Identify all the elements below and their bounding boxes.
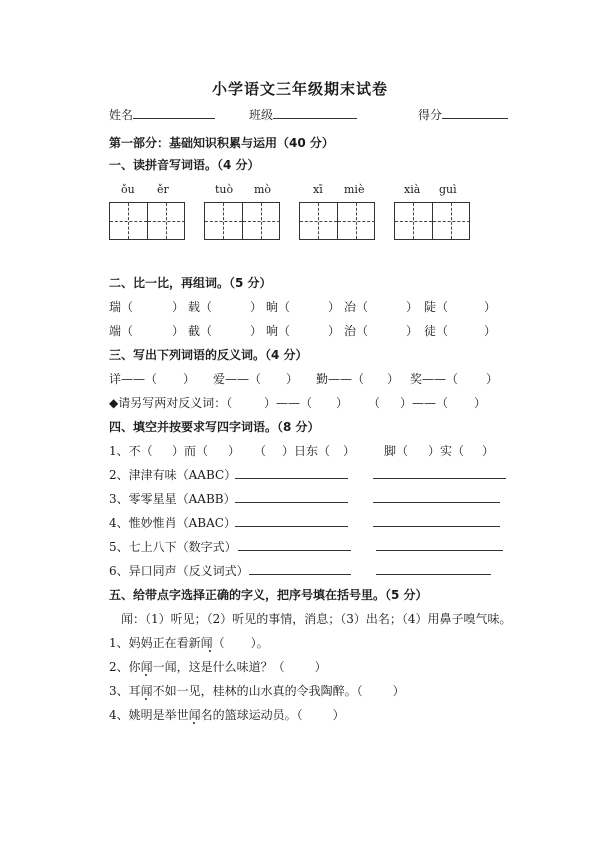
- q1-part: ）: [228, 444, 241, 458]
- compare-item: 响（: [266, 324, 291, 338]
- part1-heading: 第一部分：基础知识积累与运用（40 分）: [109, 136, 334, 150]
- compare-close: ）: [484, 300, 497, 314]
- antonym-close: ）: [486, 372, 499, 386]
- compare-item: 冶（: [344, 300, 369, 314]
- answer-line[interactable]: [235, 478, 348, 479]
- writing-grid-4[interactable]: [394, 202, 470, 240]
- emphasis-dot: [145, 674, 147, 676]
- score-label: 得分: [418, 108, 443, 122]
- idiom-item-label: 2、津津有味（AABC）: [109, 468, 237, 482]
- answer-line[interactable]: [249, 574, 351, 575]
- compare-close: ）: [250, 300, 263, 314]
- answer-line[interactable]: [235, 502, 348, 503]
- class-blank[interactable]: [273, 106, 357, 119]
- pinyin: mò: [254, 183, 272, 196]
- compare-close: ）: [328, 300, 341, 314]
- pinyin: xī: [313, 183, 323, 196]
- pinyin: xià: [404, 183, 421, 196]
- q1-part: ）日东（: [282, 444, 331, 458]
- section3-heading: 三、写出下列词语的反义词。（4 分）: [109, 348, 308, 362]
- compare-close: ）: [172, 324, 185, 338]
- answer-line[interactable]: [376, 574, 491, 575]
- compare-item: 瑞（: [109, 300, 134, 314]
- answer-line[interactable]: [235, 526, 348, 527]
- section4-heading: 四、填空并按要求写四字词语。（8 分）: [109, 420, 320, 434]
- section2-heading: 二、比一比，再组词。（5 分）: [109, 276, 272, 290]
- answer-line[interactable]: [376, 550, 503, 551]
- q1-part: ）: [343, 444, 356, 458]
- answer-line[interactable]: [238, 550, 351, 551]
- question-4: 4、姚明是举世闻名的篮球运动员。（ ）: [109, 708, 345, 722]
- emphasis-dot: [209, 650, 211, 652]
- definition-line: 闻：（1）听见；（2）听见的事情，消息；（3）出名；（4）用鼻子嗅气味。: [121, 612, 512, 626]
- q1-part: ）实（: [428, 444, 465, 458]
- class-field[interactable]: [249, 106, 357, 123]
- antonym-item: 奖——（: [410, 372, 459, 386]
- name-blank[interactable]: [133, 106, 215, 119]
- antonym-item: 勤——（: [316, 372, 365, 386]
- writing-grid-3[interactable]: [299, 202, 375, 240]
- question-2: 2、你闻一闻，这是什么味道？（ ）: [109, 660, 327, 674]
- idiom-item-label: 4、惟妙惟肖（ABAC）: [109, 516, 236, 530]
- antonym-close: ）: [286, 372, 299, 386]
- idiom-item-label: 5、七上八下（数字式）: [109, 540, 237, 554]
- extra-antonyms-part: ）——（: [400, 396, 449, 410]
- question-3: 3、耳闻不如一见，桂林的山水真的令我陶醉。（ ）: [109, 684, 405, 698]
- section1-heading: 一、读拼音写词语。（4 分）: [109, 158, 260, 172]
- extra-antonyms-part: ）: [474, 396, 487, 410]
- idiom-item-label: 6、异口同声（反义词式）: [109, 564, 249, 578]
- question-text: 3、耳闻不如一见，桂林的山水真的令我陶醉。（: [109, 684, 363, 698]
- extra-antonyms-label: ◆请另写两对反义词：（: [109, 396, 233, 410]
- q1-part: 1、不（: [109, 444, 153, 458]
- q1-part: （: [254, 444, 267, 458]
- compare-close: ）: [172, 300, 185, 314]
- writing-grid-2[interactable]: [204, 202, 280, 240]
- q1-part: ）: [482, 444, 495, 458]
- compare-close: ）: [484, 324, 497, 338]
- extra-antonyms-part: （: [368, 396, 381, 410]
- pinyin: guì: [439, 183, 457, 196]
- section5-heading: 五、给带点字选择正确的字义，把序号填在括号里。（5 分）: [109, 588, 428, 602]
- name-field[interactable]: [109, 106, 215, 123]
- antonym-item: 爱——（: [213, 372, 262, 386]
- q1-part: ）而（: [172, 444, 209, 458]
- score-field[interactable]: [418, 106, 508, 123]
- answer-line[interactable]: [373, 478, 506, 479]
- question-1: 1、妈妈正在看新闻（ ）。: [109, 636, 269, 650]
- antonym-close: ）: [387, 372, 400, 386]
- class-label: 班级: [249, 108, 274, 122]
- idiom-item-label: 3、零零星星（AABB）: [109, 492, 236, 506]
- question-text: 4、姚明是举世闻名的篮球运动员。（: [109, 708, 303, 722]
- emphasis-dot: [193, 722, 195, 724]
- pinyin: ěr: [157, 183, 169, 196]
- answer-line[interactable]: [373, 526, 500, 527]
- antonym-item: 详——（: [109, 372, 158, 386]
- compare-item: 载（: [188, 300, 213, 314]
- score-blank[interactable]: [442, 106, 508, 119]
- antonym-close: ）: [183, 372, 196, 386]
- compare-item: 晌（: [266, 300, 291, 314]
- question-text: 2、你闻一闻，这是什么味道？（: [109, 660, 285, 674]
- compare-close: ）: [328, 324, 341, 338]
- pinyin: miè: [344, 183, 365, 196]
- emphasis-dot: [145, 698, 147, 700]
- question-text: 1、妈妈正在看新闻（: [109, 636, 225, 650]
- compare-item: 治（: [344, 324, 369, 338]
- writing-grid-1[interactable]: [109, 202, 185, 240]
- pinyin: ǒu: [121, 183, 135, 196]
- compare-item: 截（: [188, 324, 213, 338]
- name-label: 姓名: [109, 108, 134, 122]
- pinyin: tuò: [215, 183, 234, 196]
- extra-antonyms-part: ）——（: [264, 396, 313, 410]
- compare-close: ）: [250, 324, 263, 338]
- compare-item: 徒（: [424, 324, 449, 338]
- compare-item: 端（: [109, 324, 134, 338]
- compare-close: ）: [406, 300, 419, 314]
- extra-antonyms-part: ）: [336, 396, 349, 410]
- compare-item: 陡（: [424, 300, 449, 314]
- q1-part: 脚（: [384, 444, 409, 458]
- answer-line[interactable]: [373, 502, 500, 503]
- exam-title: 小学语文三年级期末试卷: [211, 80, 388, 98]
- compare-close: ）: [406, 324, 419, 338]
